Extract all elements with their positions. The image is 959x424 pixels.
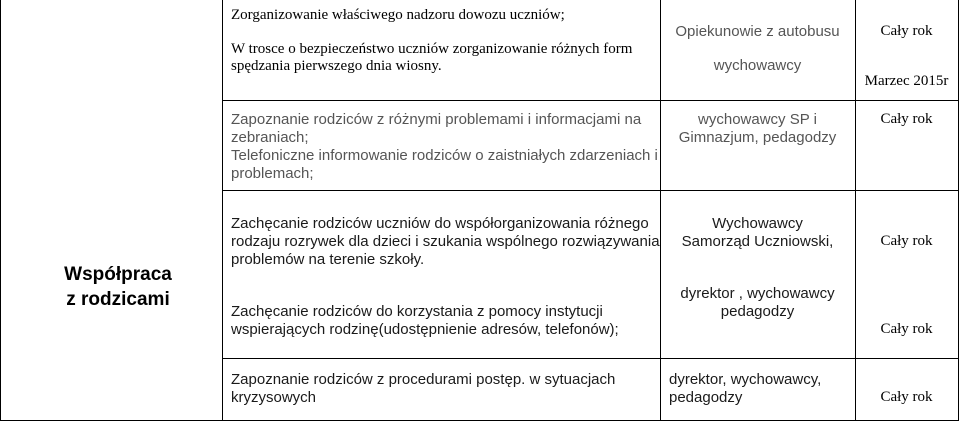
task-text: Zorganizowanie właściwego nadzoru dowozu uczniów; — [231, 7, 565, 23]
term-text: Cały rok — [880, 321, 933, 337]
responsible-text: dyrektor, wychowawcy, — [669, 371, 822, 388]
task-text: Telefoniczne informowanie rodziców o zaistniałych zdarzeniach i — [231, 147, 658, 164]
responsible-text: wychowawcy — [713, 57, 802, 74]
term-text: Cały rok — [880, 233, 933, 249]
task-text: spędzania pierwszego dnia wiosny. — [231, 58, 442, 74]
responsible-text: wychowawcy SP i — [698, 111, 817, 128]
task-text: W trosce o bezpieczeństwo uczniów zorganizowanie różnych form — [231, 41, 633, 57]
task-text: problemów na terenie szkoły. — [231, 251, 425, 268]
task-text: Zapoznanie rodziców z procedurami postęp. w sytuacjach — [231, 371, 616, 388]
responsible-text: Wychowawcy — [712, 215, 803, 232]
term-text: Cały rok — [880, 23, 933, 39]
task-text: rodzaju rozrywek dla dzieci i szukania wspólnego rozwiązywania — [231, 233, 660, 250]
task-text: wspierających rodzinę(udostępnienie adresów, telefonów); — [231, 321, 619, 338]
task-text: Zachęcanie rodziców uczniów do współorganizowania różnego — [231, 215, 649, 232]
section-label-line-1: Współpraca — [64, 264, 172, 285]
term-text: Cały rok — [880, 111, 933, 127]
task-text: zebraniach; — [231, 129, 309, 146]
responsible-text: pedagodzy — [669, 389, 743, 406]
term-text: Marzec 2015r — [864, 73, 949, 89]
term-text: Cały rok — [880, 389, 933, 405]
task-text: Zachęcanie rodziców do korzystania z pomocy instytucji — [231, 303, 603, 320]
task-text: problemach; — [231, 165, 314, 182]
responsible-text: Opiekunowie z autobusu — [675, 23, 840, 40]
task-text: kryzysowych — [231, 389, 317, 406]
responsible-text: Samorząd Uczniowski, — [681, 233, 834, 250]
section-label — [26, 262, 210, 312]
responsible-text: dyrektor , wychowawcy — [680, 285, 835, 302]
responsible-text: Gimnazjum, pedagodzy — [678, 129, 837, 146]
section-label-line-2: z rodzicami — [66, 289, 170, 310]
task-text: Zapoznanie rodziców z różnymi problemami i informacjami na — [231, 111, 642, 128]
responsible-text: pedagodzy — [720, 303, 795, 320]
